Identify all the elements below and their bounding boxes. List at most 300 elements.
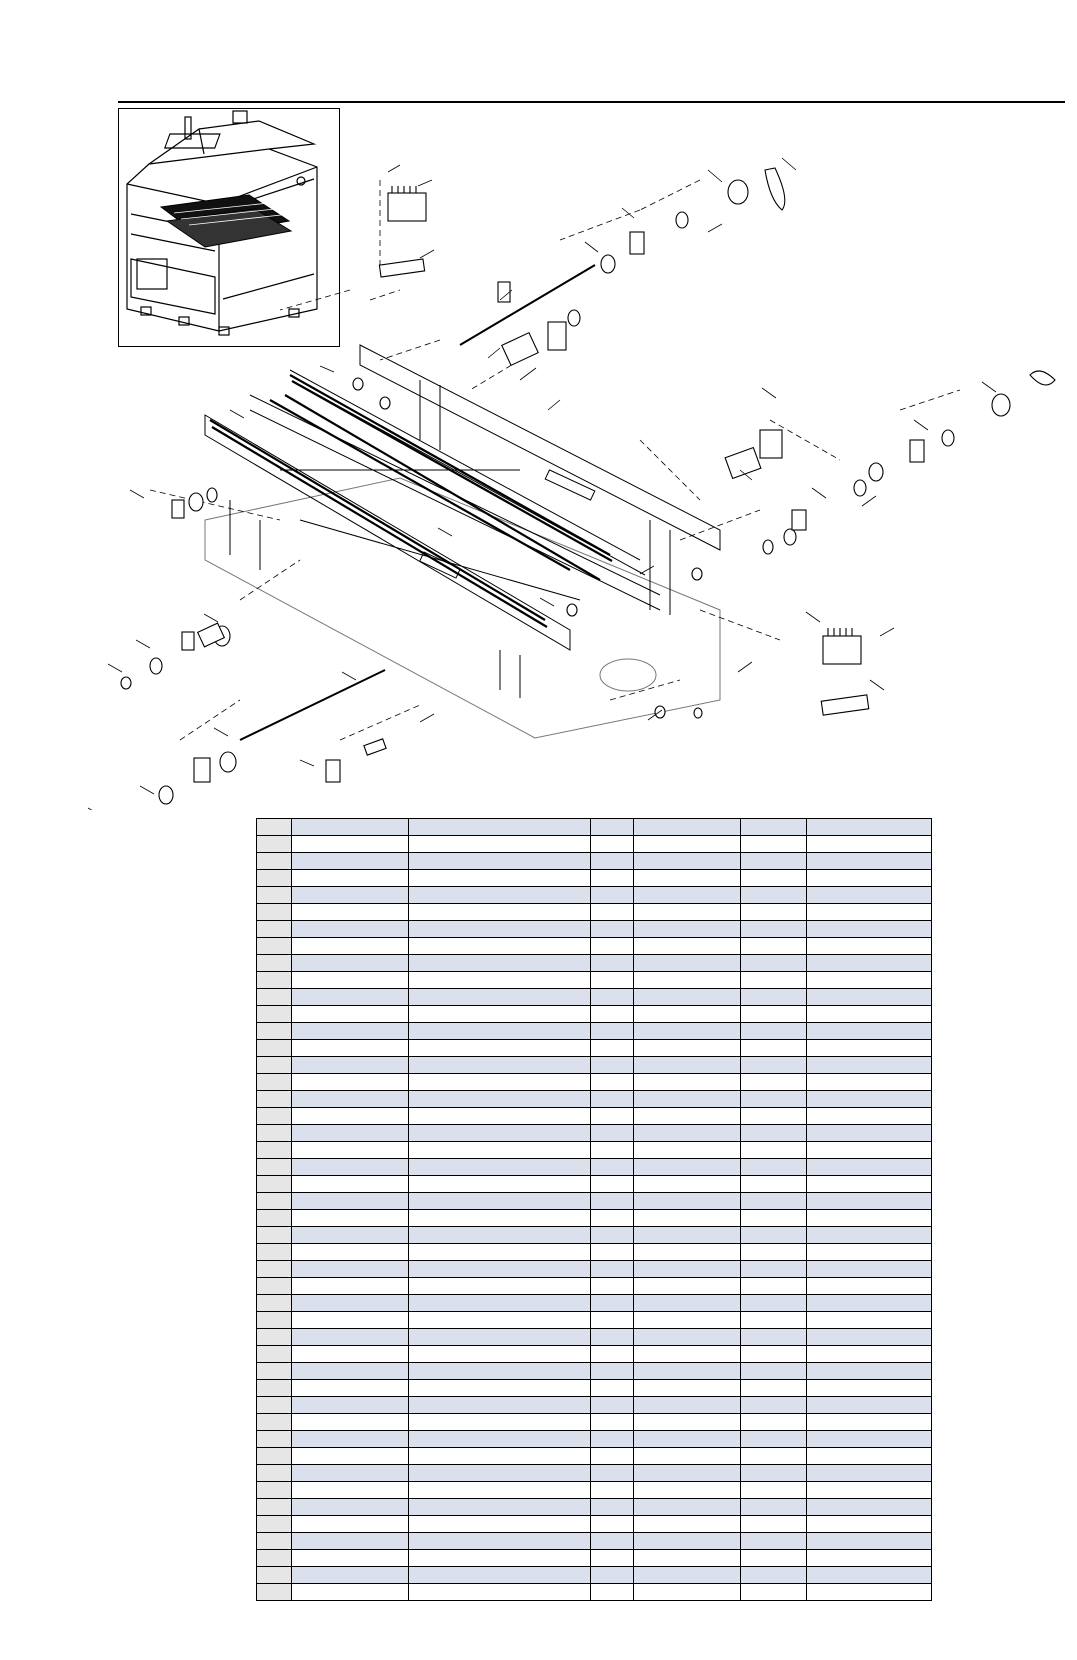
table-row bbox=[257, 853, 932, 870]
table-cell bbox=[257, 1312, 292, 1329]
table-cell bbox=[257, 1397, 292, 1414]
table-cell bbox=[807, 1533, 932, 1550]
table-cell bbox=[807, 955, 932, 972]
table-cell bbox=[292, 1074, 409, 1091]
table-cell bbox=[257, 1346, 292, 1363]
table-cell bbox=[409, 1057, 591, 1074]
table-cell bbox=[591, 1584, 634, 1601]
table-cell bbox=[807, 1278, 932, 1295]
table-cell bbox=[257, 1295, 292, 1312]
table-cell bbox=[741, 1465, 807, 1482]
table-cell bbox=[634, 1227, 741, 1244]
table-row bbox=[257, 819, 932, 836]
table-cell bbox=[807, 1550, 932, 1567]
table-cell bbox=[292, 1533, 409, 1550]
table-cell bbox=[591, 1414, 634, 1431]
table-row bbox=[257, 989, 932, 1006]
table-cell bbox=[741, 1380, 807, 1397]
table-cell bbox=[807, 972, 932, 989]
table-cell bbox=[409, 1431, 591, 1448]
table-cell bbox=[591, 1057, 634, 1074]
parts-list-table bbox=[256, 818, 932, 1601]
table-cell bbox=[409, 887, 591, 904]
table-cell bbox=[257, 1040, 292, 1057]
table-cell bbox=[634, 1465, 741, 1482]
table-cell bbox=[292, 1023, 409, 1040]
table-row bbox=[257, 1346, 932, 1363]
table-cell bbox=[409, 1261, 591, 1278]
table-cell bbox=[292, 1363, 409, 1380]
table-cell bbox=[409, 1142, 591, 1159]
table-cell bbox=[634, 955, 741, 972]
table-cell bbox=[409, 1176, 591, 1193]
table-cell bbox=[807, 1499, 932, 1516]
table-cell bbox=[409, 1040, 591, 1057]
table-cell bbox=[807, 853, 932, 870]
table-row bbox=[257, 1584, 932, 1601]
table-cell bbox=[257, 1584, 292, 1601]
table-cell bbox=[591, 1176, 634, 1193]
table-cell bbox=[257, 1482, 292, 1499]
table-row bbox=[257, 1499, 932, 1516]
table-cell bbox=[409, 1210, 591, 1227]
table-cell bbox=[591, 1261, 634, 1278]
table-cell bbox=[257, 1244, 292, 1261]
table-cell bbox=[292, 904, 409, 921]
table-cell bbox=[409, 1567, 591, 1584]
table-cell bbox=[807, 836, 932, 853]
table-cell bbox=[292, 1346, 409, 1363]
table-cell bbox=[292, 1159, 409, 1176]
table-cell bbox=[257, 904, 292, 921]
table-cell bbox=[292, 1312, 409, 1329]
table-cell bbox=[741, 955, 807, 972]
table-cell bbox=[292, 1108, 409, 1125]
table-cell bbox=[409, 1074, 591, 1091]
table-cell bbox=[741, 1278, 807, 1295]
table-row bbox=[257, 1210, 932, 1227]
table-cell bbox=[409, 1414, 591, 1431]
table-cell bbox=[741, 1142, 807, 1159]
table-cell bbox=[257, 1414, 292, 1431]
table-cell bbox=[634, 1567, 741, 1584]
table-cell bbox=[741, 1482, 807, 1499]
table-row bbox=[257, 1040, 932, 1057]
table-cell bbox=[292, 1550, 409, 1567]
table-cell bbox=[591, 1380, 634, 1397]
table-cell bbox=[292, 1329, 409, 1346]
table-cell bbox=[292, 1091, 409, 1108]
table-cell bbox=[292, 955, 409, 972]
table-cell bbox=[807, 1482, 932, 1499]
table-cell bbox=[257, 1278, 292, 1295]
table-cell bbox=[409, 1482, 591, 1499]
table-cell bbox=[741, 1125, 807, 1142]
table-cell bbox=[591, 1074, 634, 1091]
table-cell bbox=[807, 1125, 932, 1142]
table-cell bbox=[409, 1499, 591, 1516]
table-cell bbox=[807, 1465, 932, 1482]
table-cell bbox=[409, 870, 591, 887]
table-cell bbox=[591, 1142, 634, 1159]
table-cell bbox=[591, 989, 634, 1006]
table-cell bbox=[634, 1346, 741, 1363]
table-row bbox=[257, 1142, 932, 1159]
table-cell bbox=[409, 1295, 591, 1312]
table-cell bbox=[292, 972, 409, 989]
table-cell bbox=[591, 1431, 634, 1448]
table-cell bbox=[292, 921, 409, 938]
table-cell bbox=[634, 904, 741, 921]
table-cell bbox=[292, 1125, 409, 1142]
table-cell bbox=[591, 1125, 634, 1142]
table-cell bbox=[591, 819, 634, 836]
table-cell bbox=[741, 1261, 807, 1278]
table-cell bbox=[741, 1040, 807, 1057]
table-cell bbox=[257, 1210, 292, 1227]
table-cell bbox=[409, 819, 591, 836]
table-cell bbox=[257, 1533, 292, 1550]
table-cell bbox=[257, 938, 292, 955]
table-cell bbox=[257, 1023, 292, 1040]
table-cell bbox=[807, 870, 932, 887]
table-cell bbox=[807, 1057, 932, 1074]
table-cell bbox=[741, 1006, 807, 1023]
table-cell bbox=[634, 887, 741, 904]
table-cell bbox=[807, 1040, 932, 1057]
table-cell bbox=[292, 938, 409, 955]
table-row bbox=[257, 1159, 932, 1176]
table-cell bbox=[634, 1261, 741, 1278]
table-cell bbox=[409, 972, 591, 989]
table-cell bbox=[741, 1533, 807, 1550]
table-cell bbox=[591, 836, 634, 853]
table-cell bbox=[591, 1482, 634, 1499]
table-cell bbox=[409, 921, 591, 938]
table-cell bbox=[591, 1465, 634, 1482]
table-cell bbox=[292, 1567, 409, 1584]
table-cell bbox=[807, 1567, 932, 1584]
table-cell bbox=[807, 1295, 932, 1312]
table-row bbox=[257, 1312, 932, 1329]
table-cell bbox=[409, 1448, 591, 1465]
table-cell bbox=[634, 1176, 741, 1193]
table-cell bbox=[257, 1057, 292, 1074]
table-cell bbox=[409, 1363, 591, 1380]
table-cell bbox=[257, 1006, 292, 1023]
table-cell bbox=[807, 1244, 932, 1261]
table-cell bbox=[741, 1176, 807, 1193]
table-cell bbox=[257, 1499, 292, 1516]
table-cell bbox=[292, 1261, 409, 1278]
table-cell bbox=[409, 955, 591, 972]
table-row bbox=[257, 1567, 932, 1584]
table-cell bbox=[634, 1210, 741, 1227]
table-cell bbox=[741, 1414, 807, 1431]
table-cell bbox=[634, 1278, 741, 1295]
table-cell bbox=[741, 1431, 807, 1448]
table-cell bbox=[741, 989, 807, 1006]
table-cell bbox=[257, 1261, 292, 1278]
table-cell bbox=[634, 1023, 741, 1040]
table-cell bbox=[634, 1550, 741, 1567]
table-cell bbox=[741, 1584, 807, 1601]
table-cell bbox=[634, 1431, 741, 1448]
table-cell bbox=[634, 989, 741, 1006]
table-cell bbox=[292, 1397, 409, 1414]
table-cell bbox=[409, 1023, 591, 1040]
table-cell bbox=[634, 1516, 741, 1533]
table-cell bbox=[807, 1193, 932, 1210]
table-cell bbox=[807, 1023, 932, 1040]
table-cell bbox=[409, 1108, 591, 1125]
table-cell bbox=[409, 1550, 591, 1567]
table-cell bbox=[591, 1533, 634, 1550]
table-cell bbox=[591, 1091, 634, 1108]
table-cell bbox=[634, 1244, 741, 1261]
table-cell bbox=[741, 1227, 807, 1244]
table-cell bbox=[591, 1244, 634, 1261]
table-cell bbox=[292, 1414, 409, 1431]
table-cell bbox=[409, 1346, 591, 1363]
table-cell bbox=[807, 1329, 932, 1346]
table-cell bbox=[257, 1465, 292, 1482]
table-cell bbox=[409, 1244, 591, 1261]
table-cell bbox=[634, 1108, 741, 1125]
table-cell bbox=[634, 1159, 741, 1176]
table-row bbox=[257, 1108, 932, 1125]
table-row bbox=[257, 1074, 932, 1091]
table-cell bbox=[741, 1091, 807, 1108]
table-cell bbox=[741, 1210, 807, 1227]
table-row bbox=[257, 1465, 932, 1482]
table-cell bbox=[634, 1533, 741, 1550]
table-cell bbox=[409, 1329, 591, 1346]
table-row bbox=[257, 1414, 932, 1431]
table-cell bbox=[257, 1363, 292, 1380]
table-cell bbox=[807, 1159, 932, 1176]
table-cell bbox=[591, 1312, 634, 1329]
table-cell bbox=[292, 836, 409, 853]
table-cell bbox=[257, 1176, 292, 1193]
table-row bbox=[257, 955, 932, 972]
table-row bbox=[257, 1125, 932, 1142]
table-cell bbox=[591, 1329, 634, 1346]
table-cell bbox=[292, 1057, 409, 1074]
table-cell bbox=[741, 887, 807, 904]
table-cell bbox=[292, 1142, 409, 1159]
table-cell bbox=[807, 1210, 932, 1227]
table-cell bbox=[807, 1363, 932, 1380]
table-row bbox=[257, 1448, 932, 1465]
table-cell bbox=[807, 1516, 932, 1533]
table-cell bbox=[591, 1108, 634, 1125]
table-cell bbox=[591, 1159, 634, 1176]
table-cell bbox=[741, 921, 807, 938]
exploded-assembly-drawing bbox=[0, 150, 1077, 810]
table-cell bbox=[257, 887, 292, 904]
table-cell bbox=[634, 921, 741, 938]
table-cell bbox=[634, 1040, 741, 1057]
table-cell bbox=[741, 1567, 807, 1584]
table-cell bbox=[634, 853, 741, 870]
table-cell bbox=[257, 1142, 292, 1159]
table-cell bbox=[257, 1091, 292, 1108]
table-cell bbox=[292, 1278, 409, 1295]
table-row bbox=[257, 1278, 932, 1295]
table-cell bbox=[591, 1567, 634, 1584]
table-cell bbox=[634, 1091, 741, 1108]
table-row bbox=[257, 1482, 932, 1499]
table-cell bbox=[591, 853, 634, 870]
table-cell bbox=[292, 1040, 409, 1057]
table-cell bbox=[292, 1431, 409, 1448]
table-cell bbox=[807, 1312, 932, 1329]
table-cell bbox=[591, 1363, 634, 1380]
table-cell bbox=[257, 1329, 292, 1346]
table-cell bbox=[257, 1550, 292, 1567]
table-cell bbox=[807, 1091, 932, 1108]
table-cell bbox=[257, 1516, 292, 1533]
table-cell bbox=[741, 938, 807, 955]
table-cell bbox=[591, 1448, 634, 1465]
table-cell bbox=[634, 1074, 741, 1091]
table-row bbox=[257, 1397, 932, 1414]
table-row bbox=[257, 1023, 932, 1040]
table-cell bbox=[257, 819, 292, 836]
table-cell bbox=[257, 955, 292, 972]
table-cell bbox=[292, 1465, 409, 1482]
table-cell bbox=[409, 1516, 591, 1533]
table-cell bbox=[807, 819, 932, 836]
table-row bbox=[257, 921, 932, 938]
table-row bbox=[257, 1057, 932, 1074]
table-cell bbox=[807, 887, 932, 904]
table-cell bbox=[634, 819, 741, 836]
table-cell bbox=[591, 1006, 634, 1023]
table-cell bbox=[741, 819, 807, 836]
table-cell bbox=[634, 1499, 741, 1516]
table-cell bbox=[634, 1193, 741, 1210]
table-cell bbox=[591, 1278, 634, 1295]
table-cell bbox=[741, 1363, 807, 1380]
table-cell bbox=[634, 972, 741, 989]
table-cell bbox=[591, 1295, 634, 1312]
table-cell bbox=[292, 1448, 409, 1465]
table-cell bbox=[409, 1465, 591, 1482]
table-cell bbox=[591, 1516, 634, 1533]
table-row bbox=[257, 1091, 932, 1108]
table-cell bbox=[257, 836, 292, 853]
table-cell bbox=[409, 1312, 591, 1329]
table-cell bbox=[591, 921, 634, 938]
table-cell bbox=[292, 1295, 409, 1312]
table-row bbox=[257, 1329, 932, 1346]
table-cell bbox=[409, 1533, 591, 1550]
table-cell bbox=[292, 1227, 409, 1244]
table-cell bbox=[257, 1227, 292, 1244]
table-cell bbox=[257, 1125, 292, 1142]
table-cell bbox=[634, 1312, 741, 1329]
table-cell bbox=[292, 1006, 409, 1023]
table-cell bbox=[741, 1074, 807, 1091]
table-cell bbox=[292, 1499, 409, 1516]
table-cell bbox=[257, 1108, 292, 1125]
table-cell bbox=[807, 1448, 932, 1465]
table-cell bbox=[741, 1397, 807, 1414]
table-row bbox=[257, 1550, 932, 1567]
table-cell bbox=[591, 870, 634, 887]
table-cell bbox=[634, 1329, 741, 1346]
table-cell bbox=[292, 887, 409, 904]
table-cell bbox=[807, 1176, 932, 1193]
table-cell bbox=[257, 1431, 292, 1448]
table-cell bbox=[292, 853, 409, 870]
table-cell bbox=[591, 1499, 634, 1516]
table-cell bbox=[292, 1193, 409, 1210]
table-cell bbox=[292, 1380, 409, 1397]
table-cell bbox=[807, 1142, 932, 1159]
table-cell bbox=[807, 1380, 932, 1397]
table-cell bbox=[741, 1295, 807, 1312]
table-row bbox=[257, 1533, 932, 1550]
table-cell bbox=[257, 1159, 292, 1176]
table-cell bbox=[409, 1006, 591, 1023]
table-row bbox=[257, 1431, 932, 1448]
table-cell bbox=[807, 1227, 932, 1244]
table-cell bbox=[634, 1397, 741, 1414]
table-cell bbox=[292, 1584, 409, 1601]
table-row bbox=[257, 1176, 932, 1193]
table-cell bbox=[741, 1329, 807, 1346]
table-cell bbox=[292, 819, 409, 836]
table-cell bbox=[741, 1448, 807, 1465]
table-cell bbox=[741, 1550, 807, 1567]
table-cell bbox=[257, 989, 292, 1006]
table-cell bbox=[807, 1414, 932, 1431]
table-cell bbox=[807, 1006, 932, 1023]
table-cell bbox=[409, 1091, 591, 1108]
table-cell bbox=[257, 853, 292, 870]
table-cell bbox=[741, 1346, 807, 1363]
table-cell bbox=[591, 1346, 634, 1363]
table-cell bbox=[257, 1074, 292, 1091]
table-cell bbox=[807, 1584, 932, 1601]
table-cell bbox=[741, 1193, 807, 1210]
table-row bbox=[257, 1244, 932, 1261]
table-cell bbox=[591, 972, 634, 989]
table-cell bbox=[409, 836, 591, 853]
table-cell bbox=[634, 938, 741, 955]
table-cell bbox=[292, 989, 409, 1006]
table-row bbox=[257, 938, 932, 955]
table-row bbox=[257, 1193, 932, 1210]
table-cell bbox=[257, 1380, 292, 1397]
table-cell bbox=[591, 1227, 634, 1244]
table-cell bbox=[257, 972, 292, 989]
table-cell bbox=[741, 972, 807, 989]
table-cell bbox=[292, 1482, 409, 1499]
table-cell bbox=[257, 921, 292, 938]
table-cell bbox=[634, 1448, 741, 1465]
table-cell bbox=[257, 870, 292, 887]
table-row bbox=[257, 1261, 932, 1278]
table-cell bbox=[292, 1210, 409, 1227]
table-cell bbox=[741, 1244, 807, 1261]
table-row bbox=[257, 836, 932, 853]
table-cell bbox=[807, 1074, 932, 1091]
table-cell bbox=[807, 1431, 932, 1448]
